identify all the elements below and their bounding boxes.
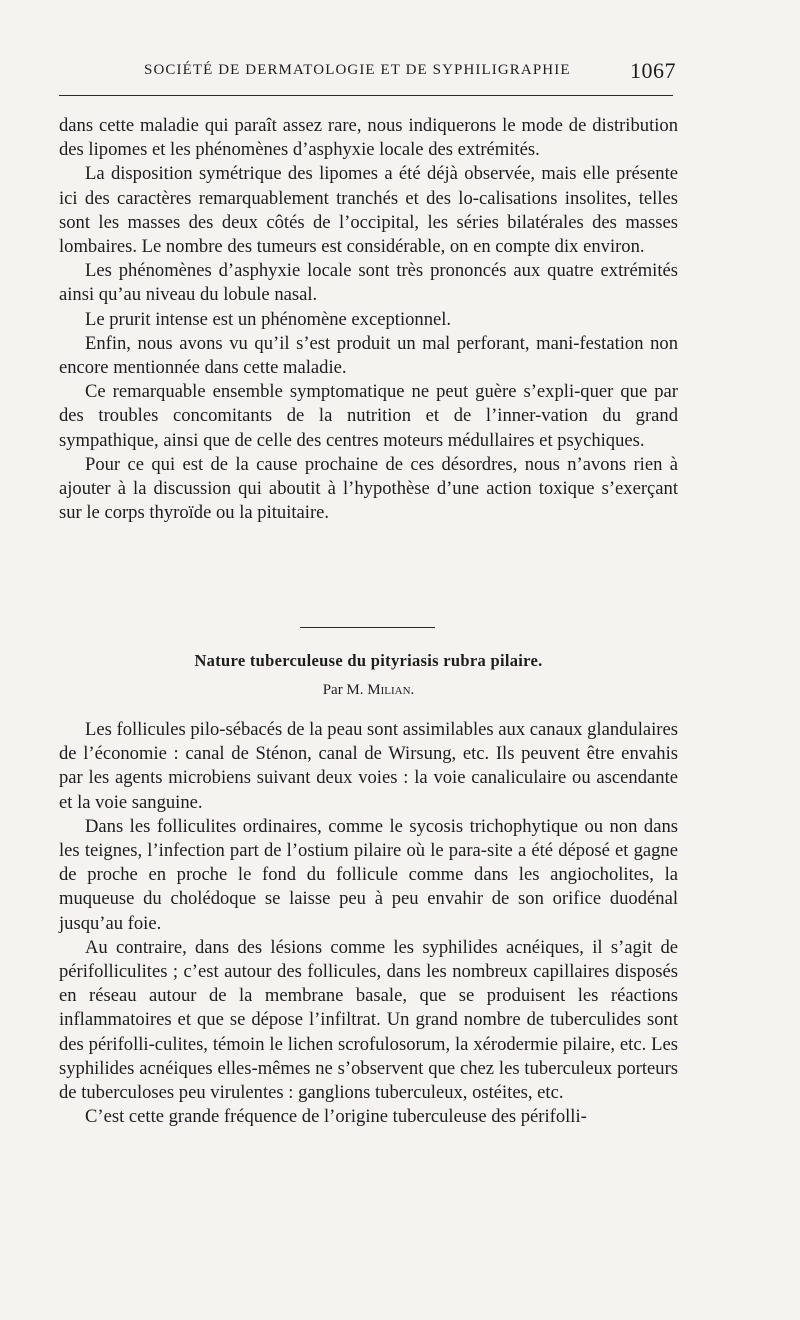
paragraph: Au contraire, dans des lésions comme les syphilides acnéiques, il s’agit de périfolliculites ; c’est autour des follicules, dans les nombreux capillaires disposés en réseau autour de la membrane basale, que se produisent les réactions inflammatoires et que se dépose l’infiltrat. Un grand nombre de tuberculides sont des périfolli-culites, témoin le lichen scrofulosorum, la xérodermie pilaire, etc. Les syphilides acnéiques elles-mêmes ne s’observent que chez les tuberculeux porteurs de tuberculoses peu virulentes : ganglions tuberculeux, ostéites, etc. [59, 936, 678, 1104]
article-title: Nature tuberculeuse du pityriasis rubra pilaire. [194, 651, 543, 670]
paragraph: Les follicules pilo-sébacés de la peau sont assimilables aux canaux glandulaires de l’économie : canal de Sténon, canal de Wirsung, etc. Ils peuvent être envahis par les agents microbiens suivant deux voies : la voie canaliculaire ou ascendante et la voie sanguine. [59, 719, 678, 813]
article-text [59, 718, 678, 1129]
paragraph: Les phénomènes d’asphyxie locale sont très prononcés aux quatre extrémités ainsi qu’au niveau du lobule nasal. [59, 260, 678, 306]
paragraph: Le prurit intense est un phénomène exceptionnel. [85, 308, 452, 330]
article-byline [59, 682, 678, 699]
running-head [59, 58, 678, 88]
section-divider [300, 627, 435, 628]
running-title: SOCIÉTÉ DE DERMATOLOGIE ET DE SYPHILIGRAPHIE [144, 62, 571, 78]
book-page [59, 0, 678, 1320]
paragraph: C’est cette grande fréquence de l’origine tuberculeuse des périfolli- [85, 1106, 587, 1128]
author-name: Milian. [367, 682, 415, 698]
paragraph: Enfin, nous avons vu qu’il s’est produit un mal perforant, mani-festation non encore mentionnée dans cette maladie. [59, 332, 678, 379]
paragraph: La disposition symétrique des lipomes a été déjà observée, mais elle présente ici des caractères remarquablement tranchés et des lo-calisations insolites, telles sont les masses des deux côtés de l’occipital, les séries bilatérales des masses lombaires. Le nombre des tumeurs est considérable, on en compte dix environ. [59, 163, 678, 258]
byline-prefix: Par M. [322, 682, 364, 698]
header-rule [59, 95, 673, 96]
paragraph: Ce remarquable ensemble symptomatique ne peut guère s’expli-quer que par des troubles concomitants de la nutrition et de l’inner-vation du grand sympathique, ainsi que de celle des centres moteurs médullaires et psychiques. [59, 381, 678, 451]
paragraph: dans cette maladie qui paraît assez rare, nous indiquerons le mode de distribution des lipomes et les phénomènes d’asphyxie locale des extrémités. [59, 115, 678, 161]
previous-article-text [59, 114, 678, 525]
paragraph: Pour ce qui est de la cause prochaine de ces désordres, nous n’avons rien à ajouter à la discussion qui aboutit à l’hypothèse d’une action toxique s’exerçant sur le corps thyroïde ou la pituitaire. [59, 453, 678, 524]
page-number: 1067 [630, 58, 676, 83]
paragraph: Dans les folliculites ordinaires, comme le sycosis trichophytique ou non dans les teignes, l’infection part de l’ostium pilaire où le para-site a été déposé et gagne de proche en proche le fond du follicule comme dans les angiocholites, la muqueuse du cholédoque se laisse peu à peu envahir de son orifice duodénal jusqu’au foie. [59, 815, 678, 934]
